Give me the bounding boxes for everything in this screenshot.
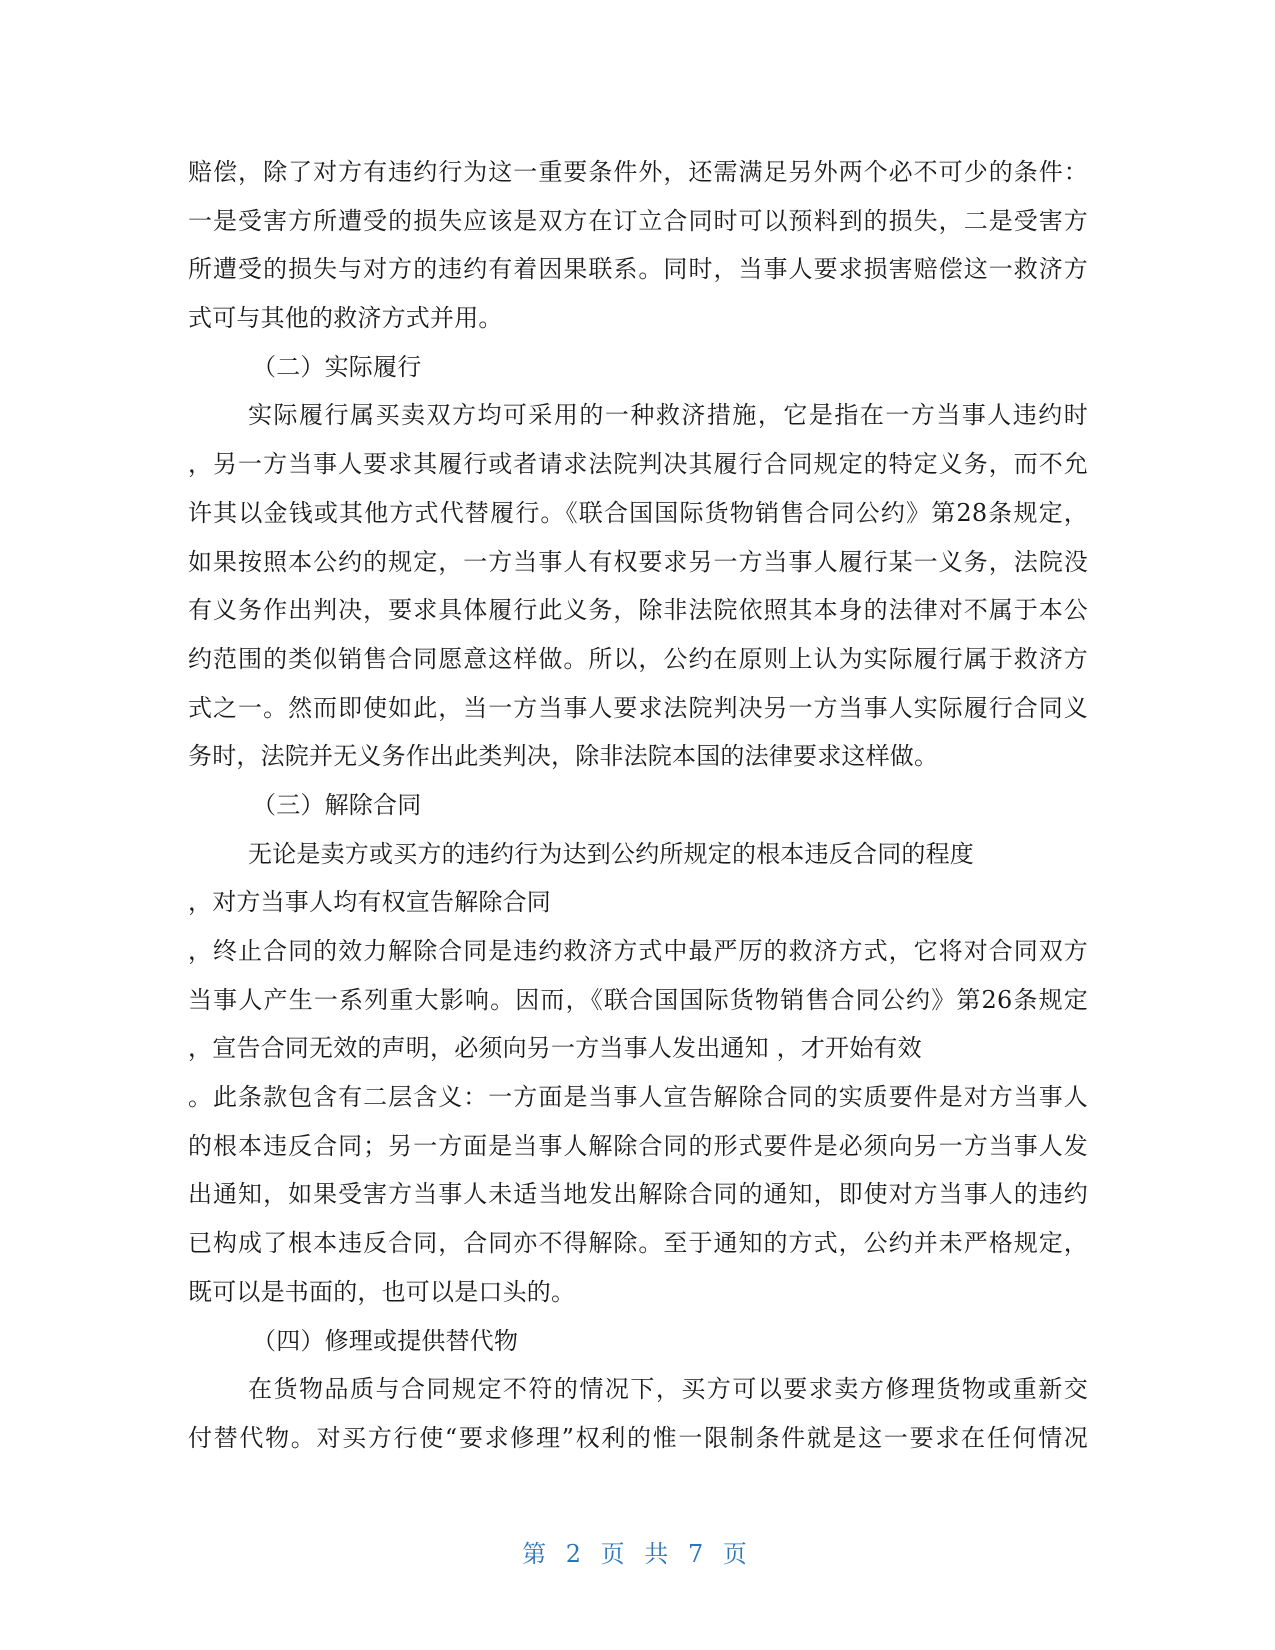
text-line: 出通知，如果受害方当事人未适当地发出解除合同的通知，即使对方当事人的违约 (188, 1180, 1088, 1209)
text-line: 付替代物。对买方行使“要求修理”权利的惟一限制条件就是这一要求在任何情况 (188, 1423, 1088, 1452)
text-line: 无论是卖方或买方的违约行为达到公约所规定的根本违反合同的程度 (248, 839, 974, 868)
text-line: ，对方当事人均有权宣告解除合同 (188, 888, 551, 917)
text-line: 当事人产生一系列重大影响。因而，《联合国国际货物销售合同公约》第26条规定 (188, 985, 1088, 1014)
text-line: 既可以是书面的，也可以是口头的。 (188, 1277, 576, 1306)
text-line: 如果按照本公约的规定，一方当事人有权要求另一方当事人履行某一义务，法院没 (188, 547, 1088, 576)
text-line: 。此条款包含有二层含义：一方面是当事人宣告解除合同的实质要件是对方当事人 (188, 1083, 1088, 1112)
text-line: 已构成了根本违反合同，合同亦不得解除。至于通知的方式，公约并未严格规定， (188, 1229, 1088, 1258)
text-line: ，另一方当事人要求其履行或者请求法院判决其履行合同规定的特定义务，而不允 (188, 450, 1088, 479)
text-line: 实际履行属买卖双方均可采用的一种救济措施，它是指在一方当事人违约时 (248, 401, 1088, 430)
text-line: 赔偿，除了对方有违约行为这一重要条件外，还需满足另外两个必不可少的条件： (188, 158, 1088, 186)
page-footer: 第 2 页 共 7 页 (522, 1540, 753, 1568)
text-line: 务时，法院并无义务作出此类判决，除非法院本国的法律要求这样做。 (188, 742, 939, 771)
text-line: 一是受害方所遭受的损失应该是双方在订立合同时可以预料到的损失，二是受害方 (188, 206, 1088, 235)
section-heading: （二）实际履行 (252, 352, 422, 381)
section-heading: （四）修理或提供替代物 (252, 1326, 519, 1355)
section-heading: （三）解除合同 (252, 790, 422, 819)
text-line: 的根本违反合同；另一方面是当事人解除合同的形式要件是必须向另一方当事人发 (188, 1131, 1088, 1160)
text-line: 在货物品质与合同规定不符的情况下，买方可以要求卖方修理货物或重新交 (248, 1375, 1088, 1404)
text-line: 所遭受的损失与对方的违约有着因果联系。同时，当事人要求损害赔偿这一救济方 (188, 255, 1088, 284)
text-line: ，终止合同的效力解除合同是违约救济方式中最严厉的救济方式，它将对合同双方 (188, 937, 1088, 965)
text-line: 许其以金钱或其他方式代替履行。《联合国国际货物销售合同公约》第28条规定， (188, 498, 1088, 527)
text-line: 式可与其他的救济方式并用。 (188, 304, 503, 333)
text-line: 约范围的类似销售合同愿意这样做。所以，公约在原则上认为实际履行属于救济方 (188, 644, 1088, 673)
text-line: 有义务作出判决，要求具体履行此义务，除非法院依照其本身的法律对不属于本公 (188, 596, 1088, 625)
body-text (188, 148, 1088, 1463)
text-line: ，宣告合同无效的声明，必须向另一方当事人发出通知 ，才开始有效 (188, 1034, 922, 1063)
text-line: 式之一。然而即使如此，当一方当事人要求法院判决另一方当事人实际履行合同义 (188, 693, 1088, 722)
